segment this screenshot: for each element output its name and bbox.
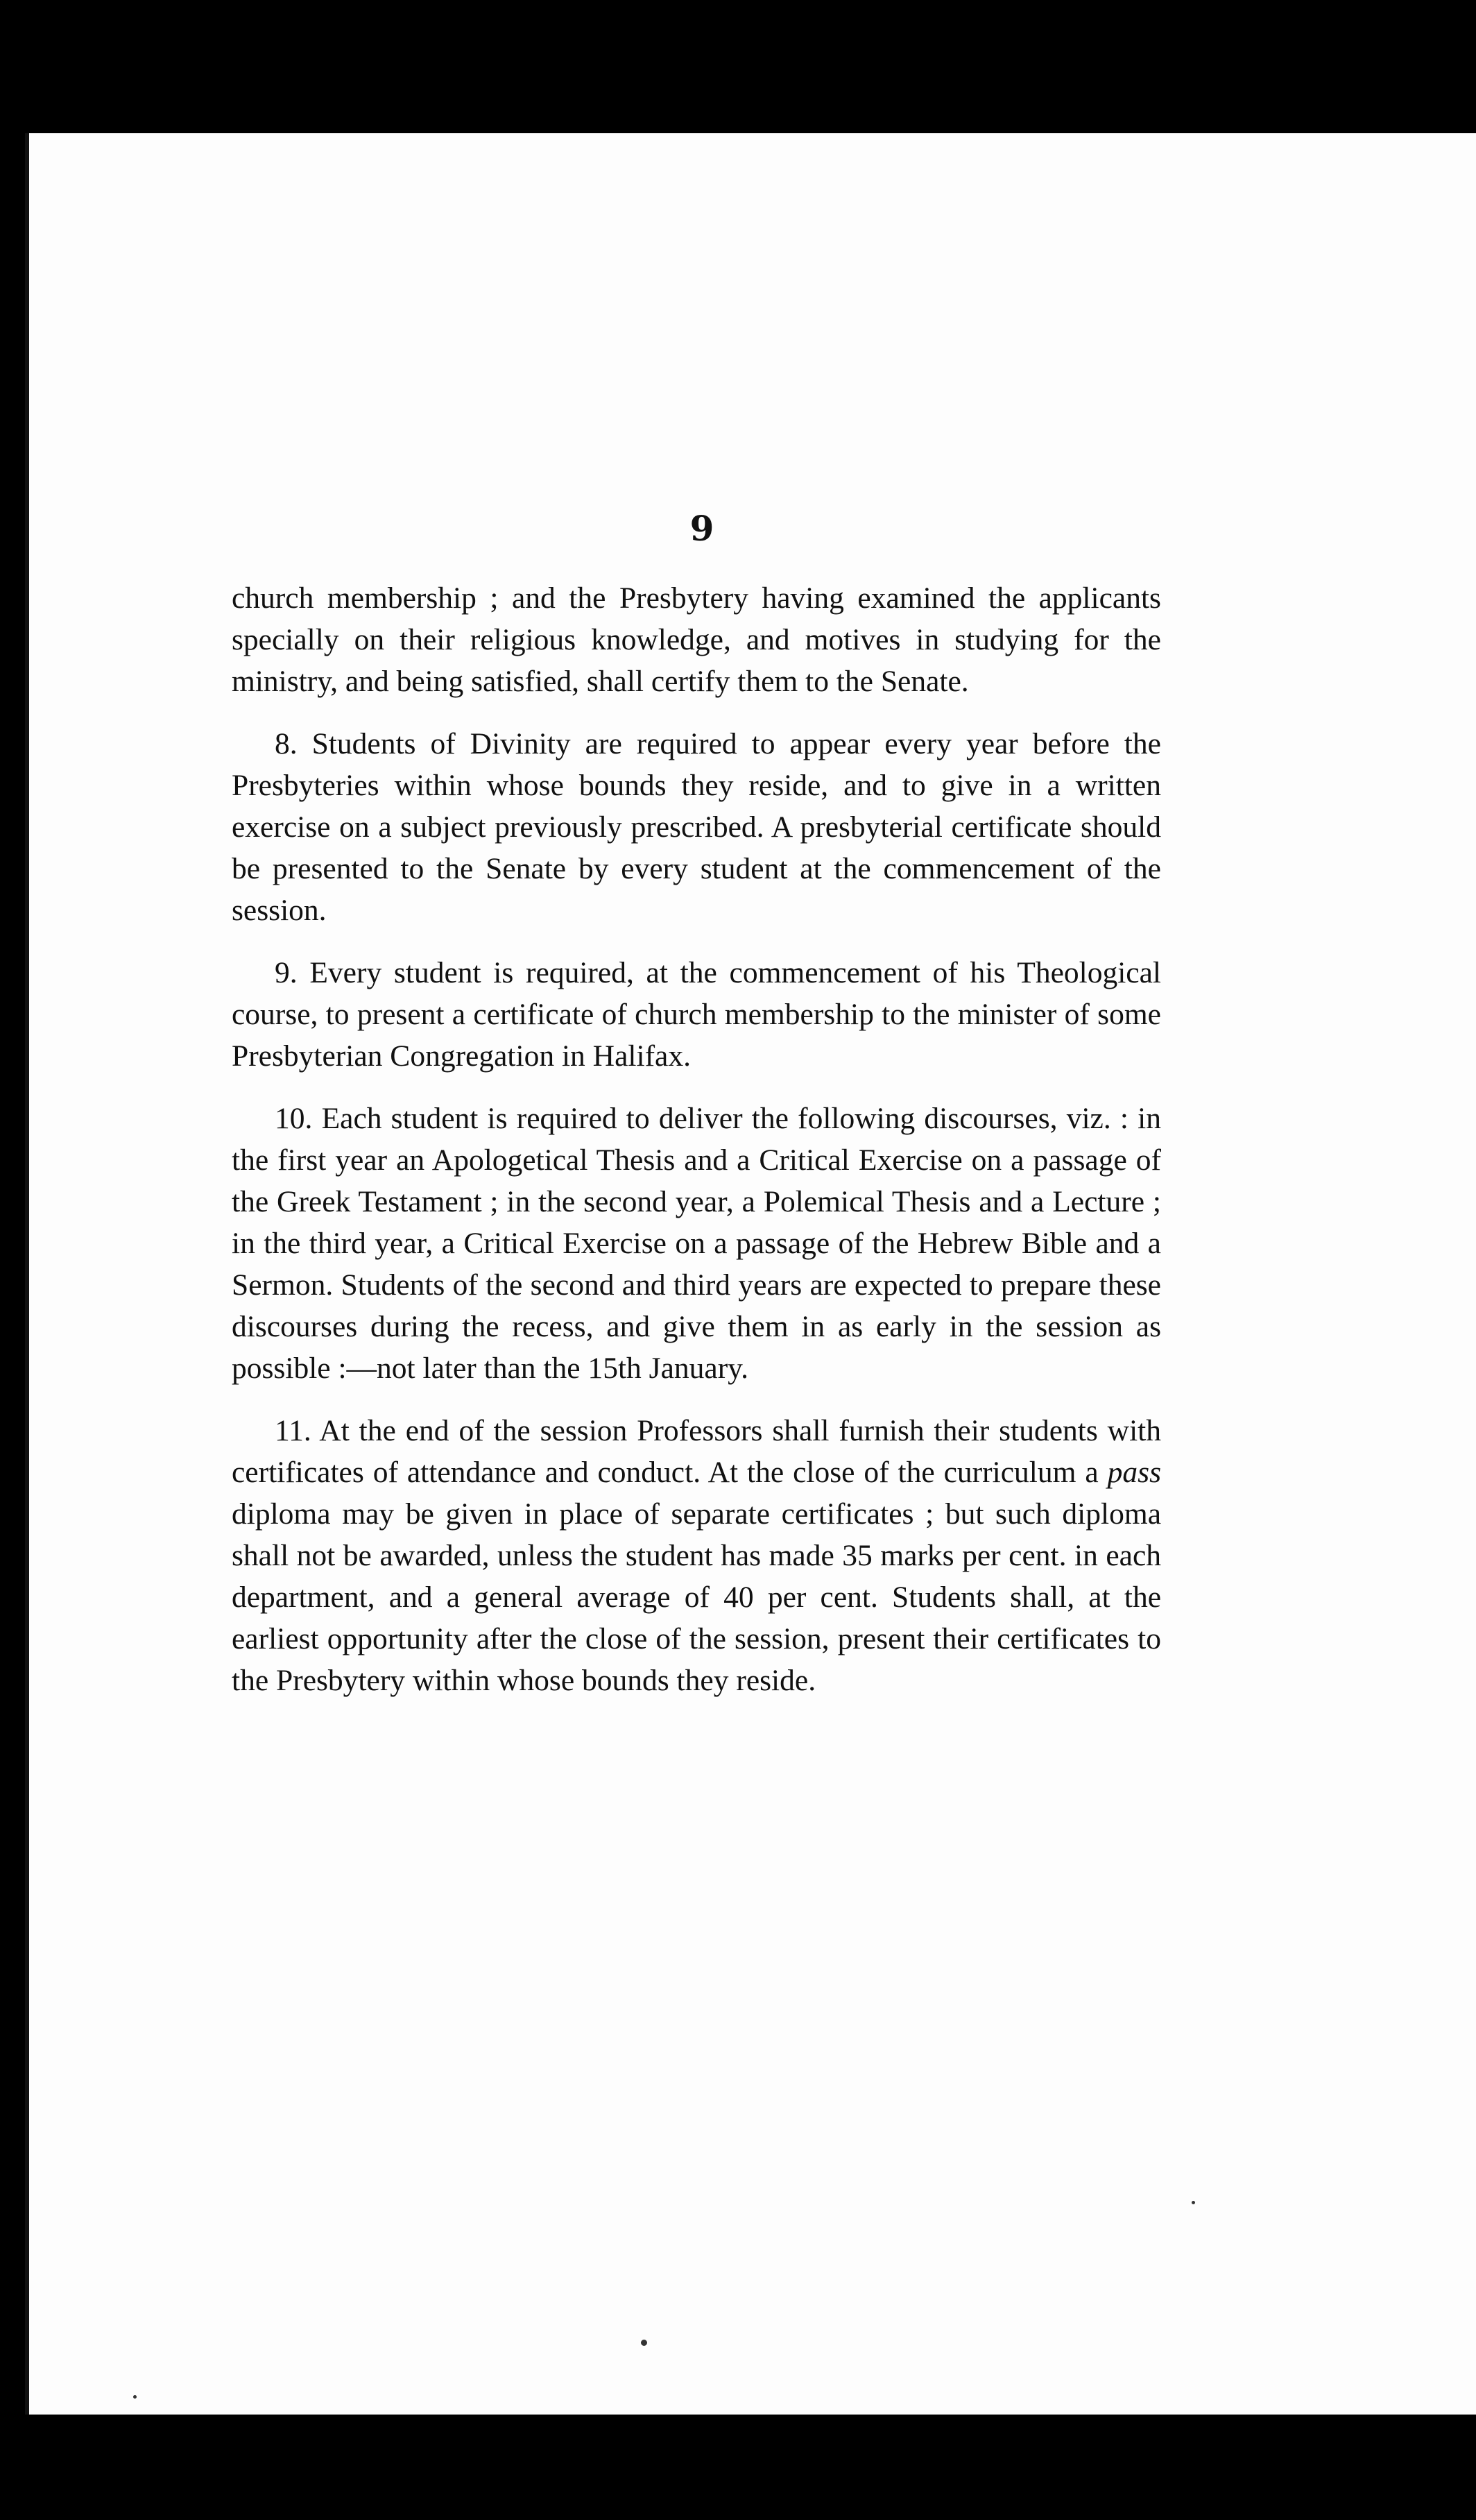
paragraph-number: 9. — [275, 956, 298, 989]
scan-speck — [641, 2340, 647, 2346]
paragraph-10 — [232, 1098, 1161, 1389]
paragraph-11 — [232, 1410, 1161, 1701]
paragraph-text: Every student is required, at the commencement of his Theological course, to present a certificate of church membership to the minister of some Presbyterian Congregation in Halifax. — [232, 956, 1161, 1073]
paragraph-number: 11. — [275, 1414, 311, 1447]
paragraph-text: church membership ; and the Presbytery having examined the applicants specially on their religious knowledge, and motives in studying for the ministry, and being satisfied, shall certify them to the Senate. — [232, 581, 1161, 698]
paragraph-text: Each student is required to deliver the following discourses, viz. : in the first year an Apologetical Thesis and a Critical Exercise on a passage of the Greek Testament ; in the second year, a Polemical Thesis and a Lecture ; in the third year, a Critical Exercise on a passage of the Hebrew Bible and a Sermon. Students of the second and third years are expected to prepare these discourses during the recess, and give them in as early in the session as possible :—not later than the 15th January. — [232, 1102, 1161, 1385]
body-text — [232, 577, 1161, 1722]
scan-speck — [1192, 2201, 1195, 2204]
paragraph-text-start: At the end of the session Professors shall furnish their students with certificates of attendance and conduct. At the close of the curriculum a — [232, 1414, 1162, 1489]
scan-speck — [133, 2395, 137, 2399]
paragraph-9 — [232, 952, 1161, 1077]
paragraph-8 — [232, 723, 1161, 931]
paragraph-number: 10. — [275, 1102, 313, 1135]
page-number: 9 — [689, 508, 714, 549]
paragraph-continuation — [232, 577, 1161, 702]
paragraph-text: Students of Divinity are required to appear every year before the Presbyteries within whose bounds they reside, and to give in a written exercise on a subject previously prescribed. A presbyterial certificate should be presented to the Senate by every student at the commencement of the session. — [232, 727, 1161, 927]
emphasized-word: pass — [1107, 1456, 1161, 1489]
paragraph-number: 8. — [275, 727, 298, 760]
paper-sheet — [25, 133, 1476, 2415]
paragraph-text-end: diploma may be given in place of separate certificates ; but such diploma shall not be awarded, unless the student has made 35 marks per cent. in each department, and a general average of 40 per cent. Students shall, at the earliest opportunity after the close of the session, present their certificates to the Presbytery within whose bounds they reside. — [232, 1497, 1161, 1697]
